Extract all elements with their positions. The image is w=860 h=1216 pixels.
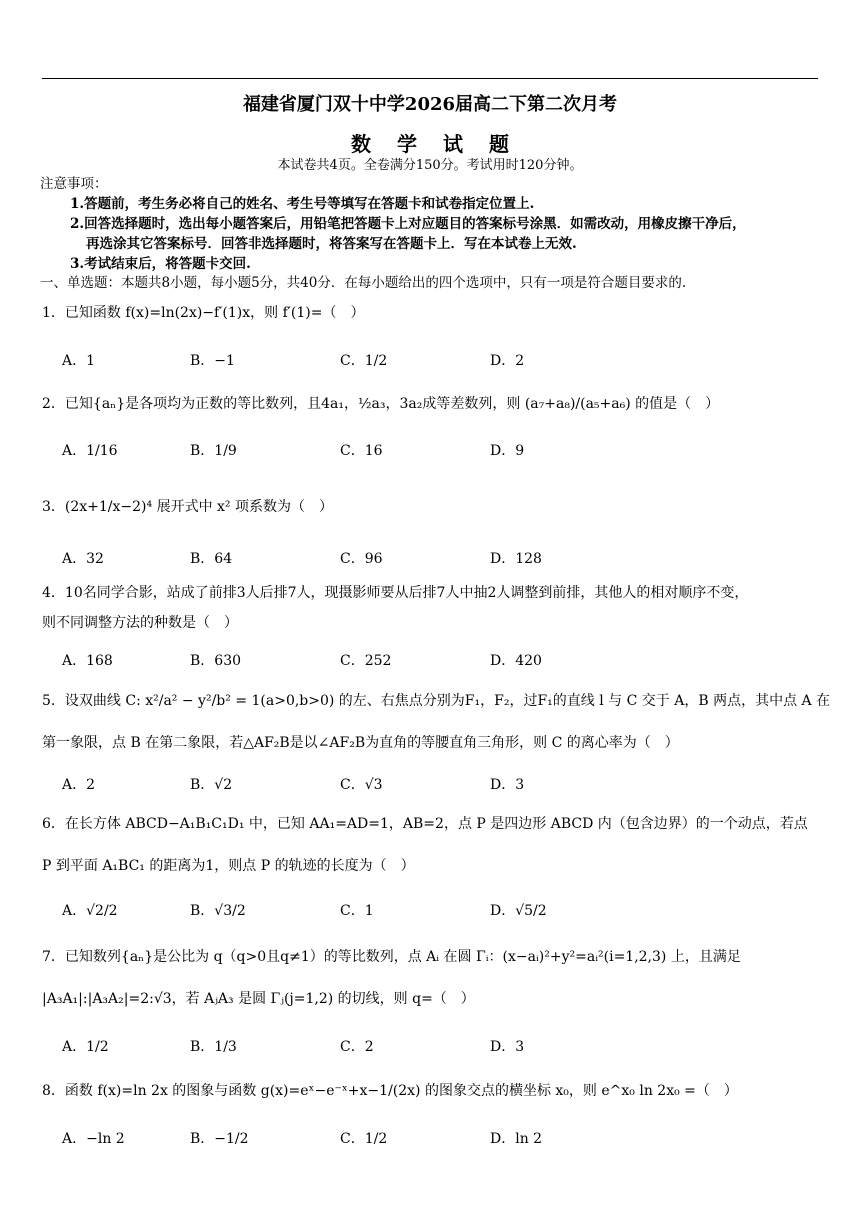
option-a[interactable]: A．32 — [62, 551, 104, 567]
option-b[interactable]: B．−1/2 — [190, 1131, 249, 1147]
question-5-options — [62, 774, 762, 800]
question-2-stem: 2．已知{aₙ}是各项均为正数的等比数列，且4a₁，½a₃，3a₂成等差数列，则 (a₇+a₈)/(a₅+a₆) 的值是（ ） — [42, 396, 720, 412]
option-d[interactable]: D．3 — [490, 777, 525, 793]
exam-info: 本试卷共4页。全卷满分150分。考试用时120分钟。 — [277, 158, 583, 173]
question-7-options — [62, 1036, 762, 1062]
option-c[interactable]: C．2 — [340, 1039, 374, 1055]
notice-item-2: 2.回答选择题时，选出每小题答案后，用铅笔把答题卡上对应题目的答案标号涂黑．如需改动，用橡皮擦干净后， — [70, 216, 746, 232]
question-6-stem-cont: P 到平面 A₁BC₁ 的距离为1，则点 P 的轨迹的长度为（ ） — [42, 858, 415, 874]
exam-school-title: 福建省厦门双十中学2026届高二下第二次月考 — [242, 94, 618, 115]
notice-item-3: 3.考试结束后，将答题卡交回. — [70, 256, 251, 272]
option-c[interactable]: C．252 — [340, 653, 392, 669]
option-b[interactable]: B．630 — [190, 653, 242, 669]
option-b[interactable]: B．1/3 — [190, 1039, 237, 1055]
option-b[interactable]: B．64 — [190, 551, 233, 567]
exam-subject-title: 数学试题 — [351, 132, 535, 156]
option-a[interactable]: A．−ln 2 — [62, 1131, 125, 1147]
notice-item-2-cont: 再选涂其它答案标号．回答非选择题时，将答案写在答题卡上．写在本试卷上无效. — [86, 236, 577, 252]
question-6-stem: 6．在长方体 ABCD−A₁B₁C₁D₁ 中，已知 AA₁=AD=1，AB=2，点 P 是四边形 ABCD 内（包含边界）的一个动点，若点 — [42, 816, 808, 832]
option-c[interactable]: C．1/2 — [340, 1131, 388, 1147]
option-a[interactable]: A．168 — [62, 653, 113, 669]
question-8-options — [62, 1128, 762, 1154]
option-d[interactable]: D．3 — [490, 1039, 525, 1055]
option-c[interactable]: C．1/2 — [340, 353, 388, 369]
question-3-stem: 3．(2x+1/x−2)⁴ 展开式中 x² 项系数为（ ） — [42, 499, 333, 515]
question-1-stem: 1．已知函数 f(x)=ln(2x)−f′(1)x，则 f′(1)=（ ） — [42, 305, 365, 321]
question-5-stem-cont: 第一象限，点 B 在第二象限，若△AF₂B是以∠AF₂B为直角的等腰直角三角形，则 C 的离心率为（ ） — [42, 735, 679, 751]
option-a[interactable]: A．1/2 — [62, 1039, 109, 1055]
question-4-stem: 4．10名同学合影，站成了前排3人后排7人，现摄影师要从后排7人中抽2人调整到前排，其他人的相对顺序不变， — [42, 585, 749, 601]
option-a[interactable]: A．2 — [62, 777, 96, 793]
option-d[interactable]: D．9 — [490, 443, 525, 459]
option-c[interactable]: C．√3 — [340, 777, 383, 793]
option-d[interactable]: D．420 — [490, 653, 542, 669]
question-2-options — [62, 440, 762, 466]
option-b[interactable]: B．1/9 — [190, 443, 237, 459]
question-7-stem: 7．已知数列{aₙ}是公比为 q（q>0且q≠1）的等比数列，点 Aᵢ 在圆 Γᵢ：(x−aᵢ)²+y²=aᵢ²(i=1,2,3) 上，且满足 — [42, 949, 741, 965]
top-rule — [42, 78, 818, 79]
section-heading: 一、单选题：本题共8小题，每小题5分，共40分．在每小题给出的四个选项中，只有一项是符合题目要求的. — [40, 275, 687, 291]
option-d[interactable]: D．√5/2 — [490, 903, 547, 919]
option-a[interactable]: A．1/16 — [62, 443, 118, 459]
question-5-stem: 5．设双曲线 C: x²/a² − y²/b² = 1(a>0,b>0) 的左、右焦点分别为F₁，F₂，过F₁的直线 l 与 C 交于 A，B 两点，其中点 A 在 — [42, 693, 831, 709]
notice-item-1: 1.答题前，考生务必将自己的姓名、考生号等填写在答题卡和试卷指定位置上. — [70, 196, 535, 212]
option-c[interactable]: C．16 — [340, 443, 383, 459]
question-8-stem: 8．函数 f(x)=ln 2x 的图象与函数 g(x)=eˣ−e⁻ˣ+x−1/(2x) 的图象交点的横坐标 x₀，则 e^x₀ ln 2x₀ =（ ） — [42, 1083, 738, 1099]
option-a[interactable]: A．√2/2 — [62, 903, 118, 919]
question-7-stem-cont: |A₃A₁|:|A₃A₂|=2:√3，若 AⱼA₃ 是圆 Γⱼ(j=1,2) 的切线，则 q=（ ） — [42, 991, 475, 1007]
question-4-stem-cont: 则不同调整方法的种数是（ ） — [42, 615, 238, 631]
option-c[interactable]: C．96 — [340, 551, 383, 567]
question-3-options — [62, 548, 762, 574]
option-d[interactable]: D．ln 2 — [490, 1131, 543, 1147]
question-6-options — [62, 900, 762, 926]
option-d[interactable]: D．2 — [490, 353, 525, 369]
question-4-options — [62, 650, 762, 676]
question-1-options — [62, 350, 762, 376]
option-b[interactable]: B．√2 — [190, 777, 233, 793]
option-c[interactable]: C．1 — [340, 903, 374, 919]
notice-title: 注意事项： — [40, 176, 108, 192]
option-d[interactable]: D．128 — [490, 551, 542, 567]
option-a[interactable]: A．1 — [62, 353, 96, 369]
option-b[interactable]: B．−1 — [190, 353, 235, 369]
option-b[interactable]: B．√3/2 — [190, 903, 246, 919]
